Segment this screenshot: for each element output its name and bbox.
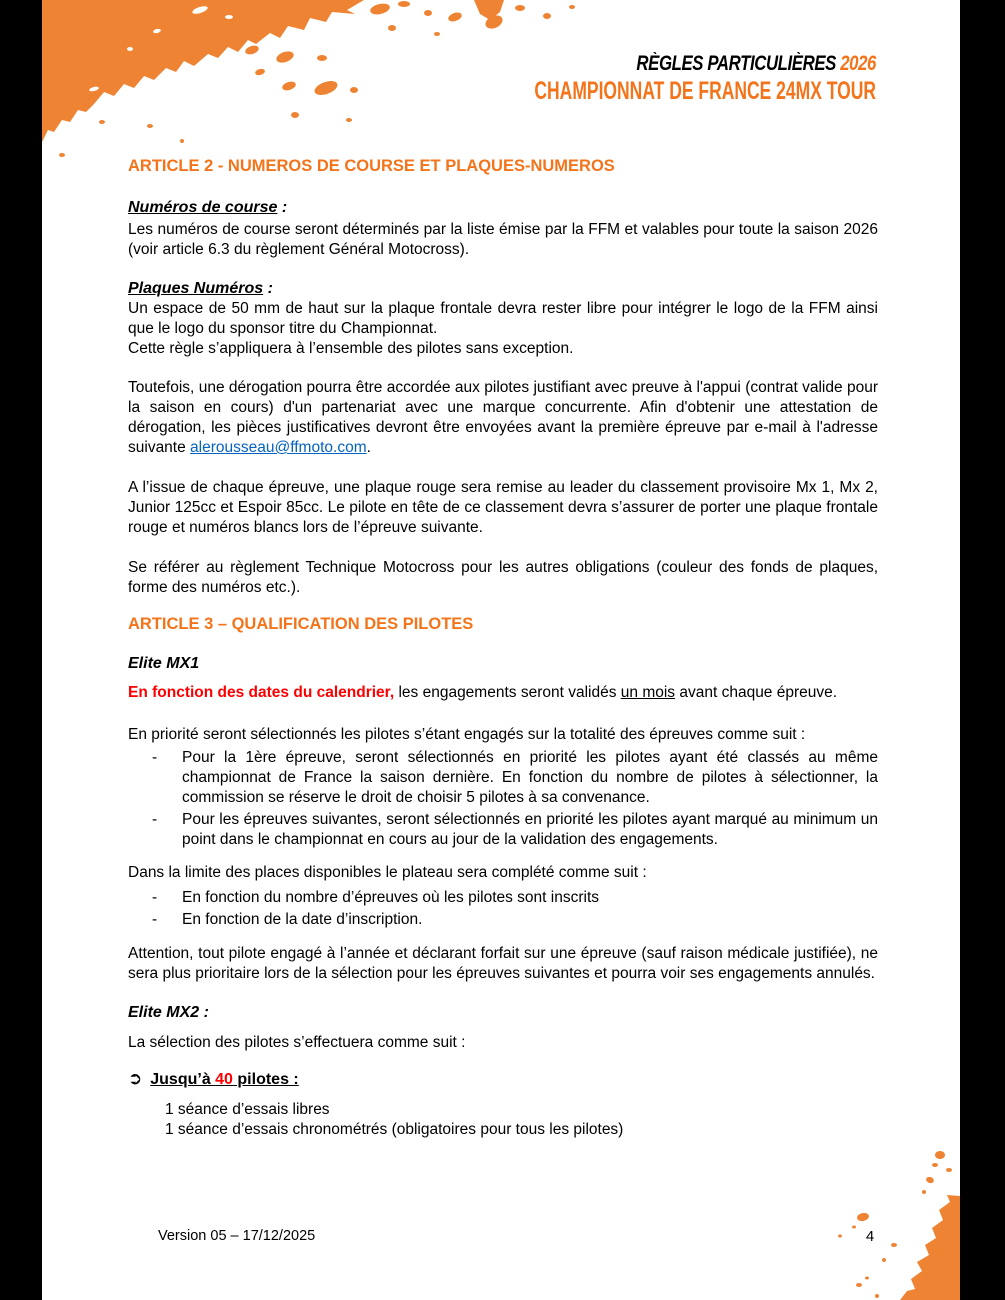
dash-bullet: - [152,749,158,766]
limite-item-2 [128,910,878,930]
document-content [128,0,878,1140]
dash-bullet: - [152,911,158,928]
dash-bullet: - [152,889,158,906]
footer-version: Version 05 – 17/12/2025 [158,1228,316,1244]
plaques-numeros-title [128,279,878,299]
derogation-paragraph [128,378,878,458]
dates-post-text: avant chaque épreuve. [675,684,838,701]
jusqua-40-pilotes-line [128,1069,878,1090]
page-number: 4 [865,1228,875,1245]
masthead-title-year: 2026 [840,52,876,75]
masthead-title-text: RÈGLES PARTICULIÈRES [636,52,841,75]
limite-item-1-text: En fonction du nombre d’épreuves où les pilotes sont inscrits [182,889,600,906]
jusqua-pre-text: Jusqu’à [150,1071,216,1088]
numeros-title-text: Numéros de course [128,199,278,216]
limite-item-1 [128,888,878,908]
priorite-item-1 [128,748,878,808]
priorite-intro: En priorité seront sélectionnés les pilotes s’étant engagés sur la totalité des épreuves comme suit : [128,726,806,743]
document-page [42,0,960,1300]
article3-heading: ARTICLE 3 – QUALIFICATION DES PILOTES [128,615,474,633]
plaque-rouge-paragraph: A l’issue de chaque épreuve, une plaque rouge sera remise au leader du classement provisoire Mx 1, Mx 2, Junior 125cc et Espoir 85cc. Le pilote en tête de ce classement devra s’assurer de porter une plaque frontale rouge et numéros blancs lors de l’épreuve suivante. [128,479,878,536]
derogation-period: . [366,439,371,456]
plaques-title-text: Plaques Numéros [128,280,264,297]
numeros-paragraph: Les numéros de course seront déterminés par la liste émise par la FFM et valables pour toute la saison 2026 (voir article 6.3 du règlement Général Motocross). [128,221,878,258]
priorite-item-2-text: Pour les épreuves suivantes, seront sélectionnés en priorité les pilotes ayant marqué au minimum un point dans le championnat en cours au jour de la validation des engagements. [182,811,878,848]
derogation-text: Toutefois, une dérogation pourra être accordée aux pilotes justifiant avec preuve à l'appui (contrat valide pour la saison en cours) d'un partenariat avec une marque concurrente. Afin d'obtenir une attestation de dérogation, les pièces justificatives devront être envoyées avant la première épreuve par e-mail à l'adresse suivante [128,379,878,456]
plaques-paragraph-2: Cette règle s’appliquera à l’ensemble des pilotes sans exception. [128,340,574,357]
dates-red-text: En fonction des dates du calendrier, [128,684,395,701]
priorite-item-1-text: Pour la 1ère épreuve, seront sélectionnés en priorité les pilotes ayant été classés au même championnat de France la saison dernière. En fonction du nombre de pilotes à sélectionner, la commission se réserve le droit de choisir 5 pilotes à sa convenance. [182,749,878,806]
article2-heading: ARTICLE 2 - NUMEROS DE COURSE ET PLAQUES-NUMEROS [128,157,615,175]
jusqua-post-text: pilotes : [232,1071,299,1088]
masthead-subtitle: CHAMPIONNAT DE FRANCE 24MX TOUR [534,77,876,105]
plaques-paragraph-1: Un espace de 50 mm de haut sur la plaque frontale devra rester libre pour intégrer le logo de la FFM ainsi que le logo du sponsor titre du Championnat. [128,300,878,337]
plaques-title-colon: : [263,280,273,297]
dates-mid-text: les engagements seront validés [394,684,621,701]
elite-mx2-title: Elite MX2 : [128,1004,209,1021]
elite-mx1-title: Elite MX1 [128,655,200,672]
seance-chrono-line: 1 séance d’essais chronométrés (obligatoires pour tous les pilotes) [165,1121,624,1138]
jusqua-number: 40 [215,1071,233,1088]
selection-intro: La sélection des pilotes s’effectuera comme suit : [128,1034,466,1051]
seance-libres-line: 1 séance d’essais libres [165,1101,330,1118]
arrow-bullet-icon: ➲ [128,1069,143,1088]
se-referer-paragraph: Se référer au règlement Technique Motocross pour les autres obligations (couleur des fonds de plaques, forme des numéros etc.). [128,559,878,596]
attention-paragraph: Attention, tout pilote engagé à l’année et déclarant forfait sur une épreuve (sauf raison médicale justifiée), ne sera plus prioritaire lors de la sélection pour les épreuves suivantes et pourra voir ses engagements annulés. [128,945,878,982]
dates-underlined-text: un mois [620,684,676,701]
numeros-title-colon: : [277,199,288,216]
dates-calendrier-paragraph [128,683,878,703]
numeros-de-course-title [128,198,878,218]
bottom-splatter-decoration [837,1148,960,1300]
limite-intro: Dans la limite des places disponibles le plateau sera complété comme suit : [128,864,647,881]
email-link[interactable]: alerousseau@ffmoto.com [190,439,367,456]
dash-bullet: - [152,811,158,828]
limite-item-2-text: En fonction de la date d’inscription. [182,911,423,928]
priorite-item-2 [128,810,878,850]
